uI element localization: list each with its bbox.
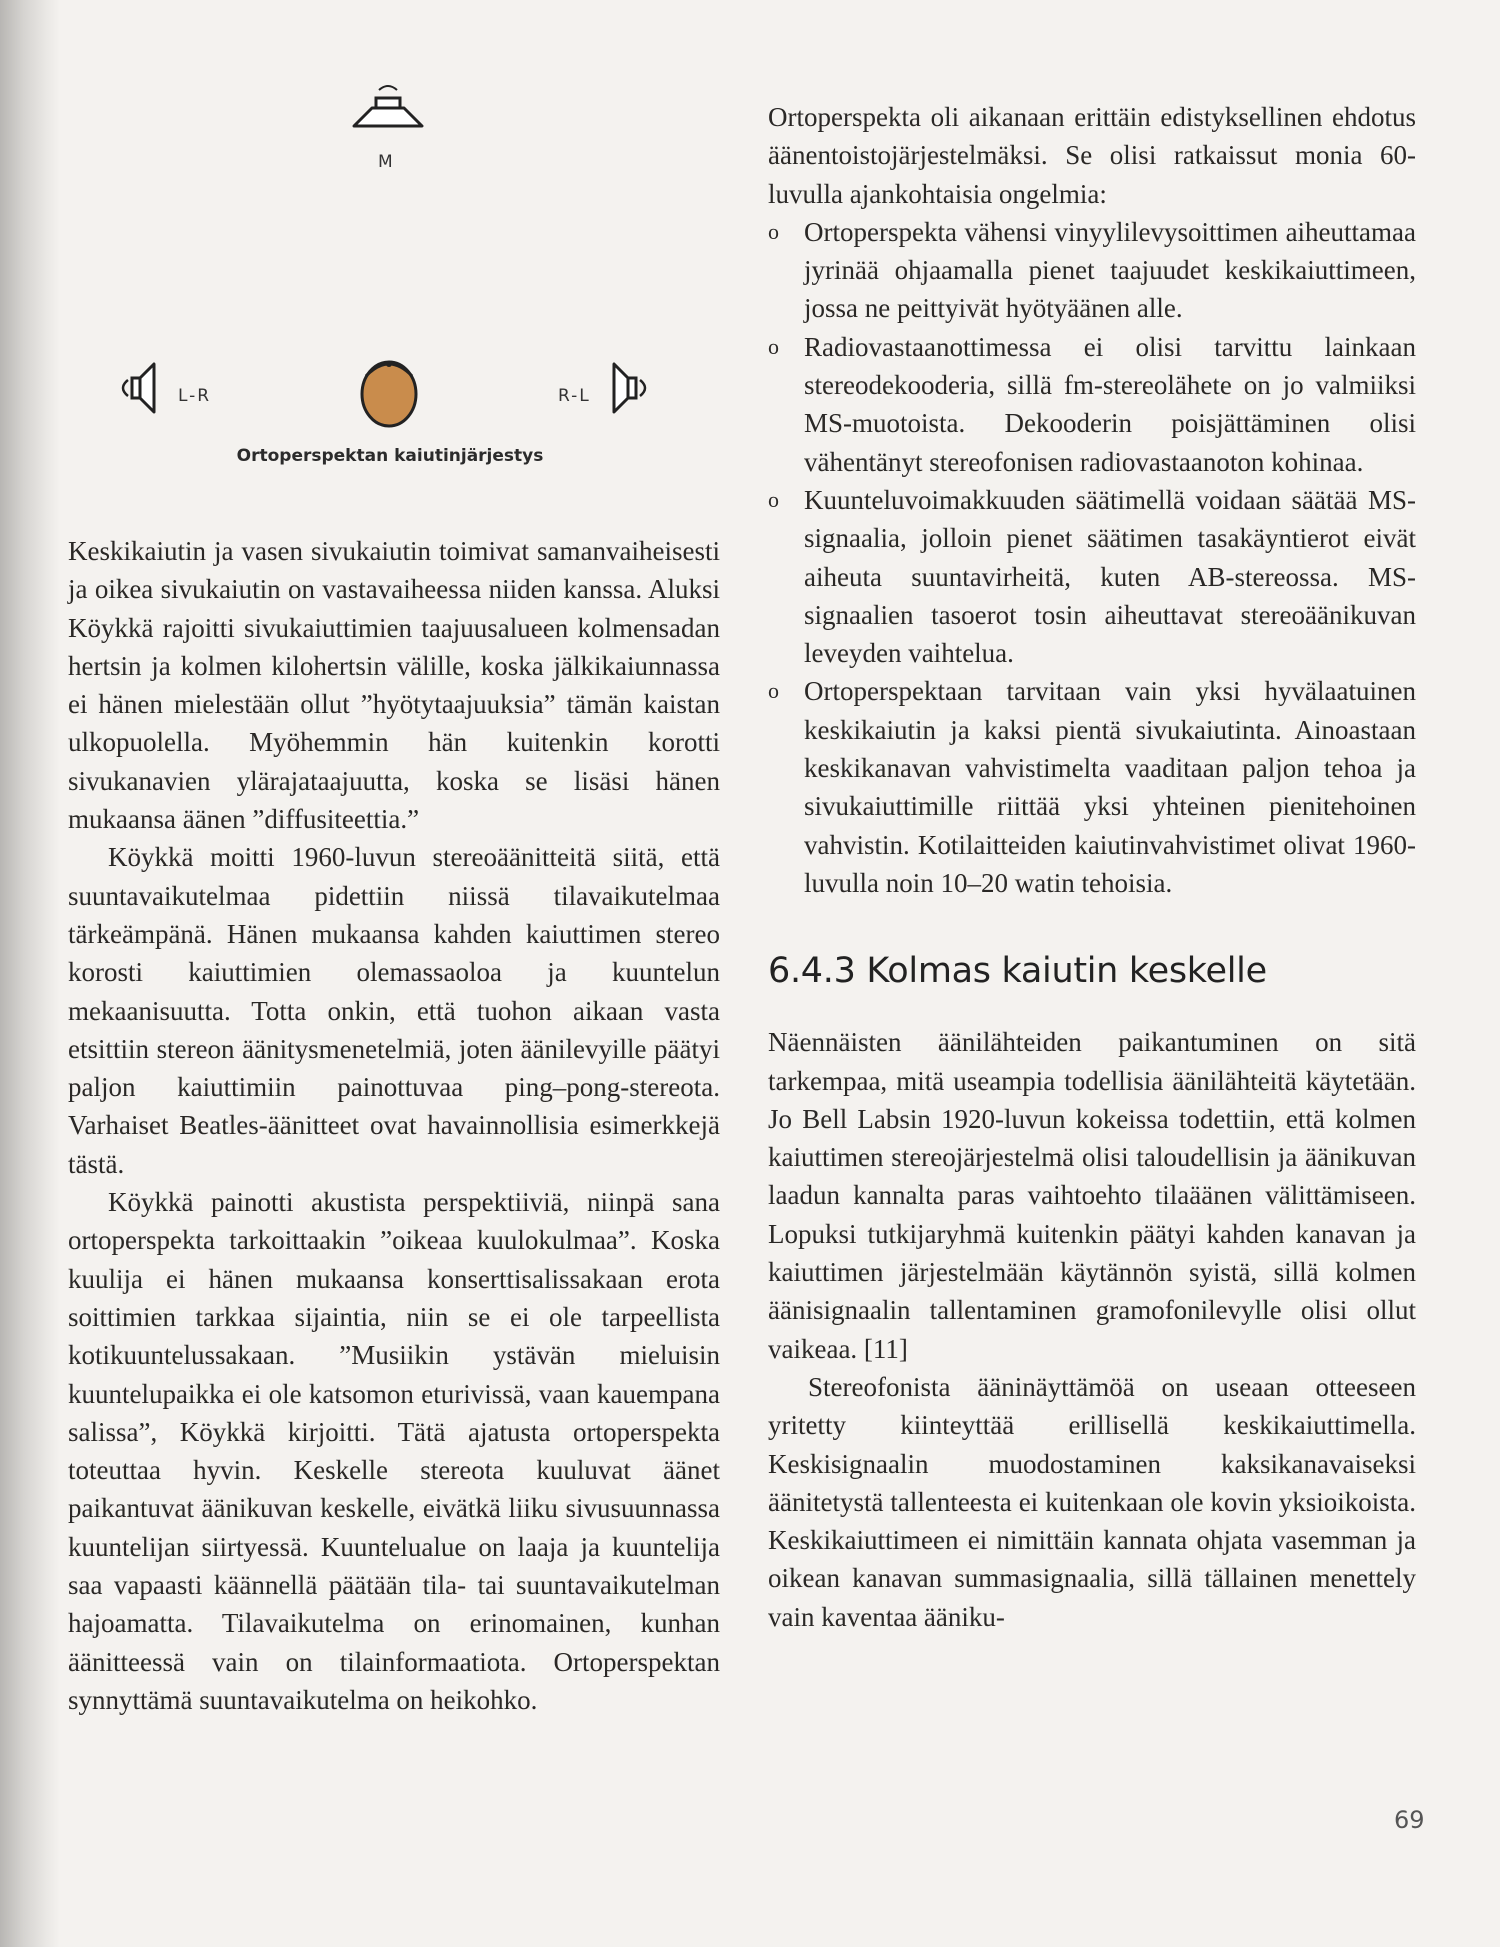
bullet-marker: o: [768, 486, 779, 512]
page-gutter-shadow: [0, 0, 60, 1947]
speaker-layout-figure: [110, 80, 670, 480]
section-heading: 6.4.3 Kolmas kaiutin keskelle: [768, 951, 1267, 992]
mid-speaker-label: M: [378, 152, 395, 172]
mid-speaker-icon: [354, 86, 422, 126]
list-item: [768, 328, 1416, 481]
advantages-list: [768, 213, 1416, 902]
body-paragraph: Stereofonista ääninäyttämöä on useaan otteeseen yritetty kiinteyttää erillisellä keskikaiuttimella. Keskisignaalin muodostaminen kaksikanavaiseksi äänitetystä tallenteesta ei kuitenkaan ole kovin yksioikoista. Keskikaiuttimeen ei nimittäin kannata ohjata vasemman ja oikean kanavan summasignaalia, sillä tällainen menettely vain kaventaa ääniku-: [768, 1371, 1416, 1632]
right-speaker-label: R-L: [558, 386, 591, 406]
bullet-marker: o: [768, 678, 779, 704]
right-column: [768, 98, 1416, 1636]
body-paragraph: Näennäisten äänilähteiden paikantuminen on sitä tarkempaa, mitä useampia todellisia äänilähteitä käytetään. Jo Bell Labsin 1920-luvun kokeissa todettiin, että kolmen kaiuttimen stereojärjestelmä olisi taloudellisin ja äänikuvan laadun kannalta paras vaihtoehto tilaäänen välittämiseen. Lopuksi tutkijaryhmä kuitenkin päätyi kahden kanavan ja kaiuttimen järjestelmään käytännön syistä, sillä kolmen äänisignaalin tallentaminen gramofonilevylle olisi ollut vaikeaa. [11]: [768, 1027, 1416, 1364]
page-number: 69: [1394, 1806, 1425, 1834]
body-paragraph: Keskikaiutin ja vasen sivukaiutin toimivat samanvaiheisesti ja oikea sivukaiutin on vastavaiheessa niiden kanssa. Aluksi Köykkä rajoitti sivukaiuttimien taajuusalueen kolmensadan hertsin ja kolmen kilohertsin välille, koska jälkikaiunnassa ei hänen mielestään ollut ”hyötytaajuuksia” tämän kaistan ulkopuolella. Myöhemmin hän kuitenkin korotti sivukanavien ylärajataajuutta, koska se lisäsi hänen mukaansa äänen ”diffusiteettia.”: [68, 536, 720, 835]
list-item-text: Radiovastaanottimessa ei olisi tarvittu lainkaan stereodekooderia, sillä fm-stereolähete on jo valmiiksi MS-muotoista. Dekooderin poisjättäminen olisi vähentänyt stereofonisen radiovastaanoton kohinaa.: [804, 331, 1416, 477]
left-speaker-icon: [123, 364, 154, 412]
list-item-text: Kuunteluvoimakkuuden säätimellä voidaan säätää MS-signaalia, jolloin pienet säätimen tasakäyntierot eivät aiheuta suuntavirheitä, kuten AB-stereossa. MS-signaalien tasoerot tosin aiheuttavat stereoäänikuvan leveyden vaihtelua.: [804, 484, 1416, 669]
list-item-text: Ortoperspekta vähensi vinyylilevysoittimen aiheuttamaa jyrinää ohjaamalla pienet taajuudet keskikaiuttimeen, jossa ne peittyivät hyötyäänen alle.: [804, 216, 1416, 324]
listener-head-icon: [362, 361, 416, 426]
body-paragraph: Köykkä painotti akustista perspektiiviä, niinpä sana ortoperspekta tarkoittaakin ”oikeaa kuulokulmaa”. Koska kuulija ei hänen mukaansa konserttisalissakaan erota soittimien tarkkaa sijaintia, niin se ei ole tarpeellista kotikuuntelussakaan. ”Musiikin ystävän mieluisin kuuntelupaikka ei ole katsomon eturivissä, vaan kauempana salissa”, Köykkä kirjoitti. Tätä ajatusta ortoperspekta toteuttaa hyvin. Keskelle stereota kuuluvat äänet paikantuvat äänikuvan keskelle, eivätkä liiku sivusuunnassa kuuntelijan siirtyessä. Kuuntelualue on laaja ja kuuntelija saa vapaasti käännellä päätään tila- tai suuntavaikutelman hajoamatta. Tilavaikutelma on erinomainen, kunhan äänitteessä vain on tilainformaatiota. Ortoperspektan synnyttämä suuntavaikutelma on heikohko.: [68, 1187, 720, 1715]
list-item: [768, 672, 1416, 902]
right-speaker-icon: [614, 364, 645, 412]
list-item: [768, 481, 1416, 672]
left-column: [68, 532, 720, 1719]
bullet-marker: o: [768, 218, 779, 244]
body-paragraph: Köykkä moitti 1960-luvun stereoäänitteitä siitä, että suuntavaikutelmaa pidettiin niissä tilavaikutelmaa tärkeämpänä. Hänen mukaansa kahden kaiuttimen stereo korosti kaiuttimien olemassaoloa ja kuuntelun mekaanisuutta. Totta onkin, että tuohon aikaan vasta etsittiin stereon äänitysmenetelmiä, joten äänilevyille päätyi paljon kaiuttimiin painottuvaa ping–pong-stereota. Varhaiset Beatles-äänitteet ovat havainnollisia esimerkkejä tästä.: [68, 842, 720, 1179]
figure-caption: Ortoperspektan kaiutinjärjestys: [236, 446, 544, 466]
list-item-text: Ortoperspektaan tarvitaan vain yksi hyvälaatuinen keskikaiutin ja kaksi pientä sivukaiutinta. Ainoastaan keskikanavan vahvistimelta vaaditaan paljon tehoa ja sivukaiuttimille riittää yksi yhteinen pienitehoinen vahvistin. Kotilaitteiden kaiutinvahvistimet olivat 1960-luvulla noin 10–20 watin tehoisia.: [804, 676, 1416, 898]
left-speaker-label: L-R: [178, 386, 212, 406]
intro-paragraph: Ortoperspekta oli aikanaan erittäin edistyksellinen ehdotus äänentoistojärjestelmäksi. Se olisi ratkaissut monia 60-luvulla ajankohtaisia ongelmia:: [768, 102, 1416, 209]
bullet-marker: o: [768, 333, 779, 359]
list-item: [768, 213, 1416, 328]
